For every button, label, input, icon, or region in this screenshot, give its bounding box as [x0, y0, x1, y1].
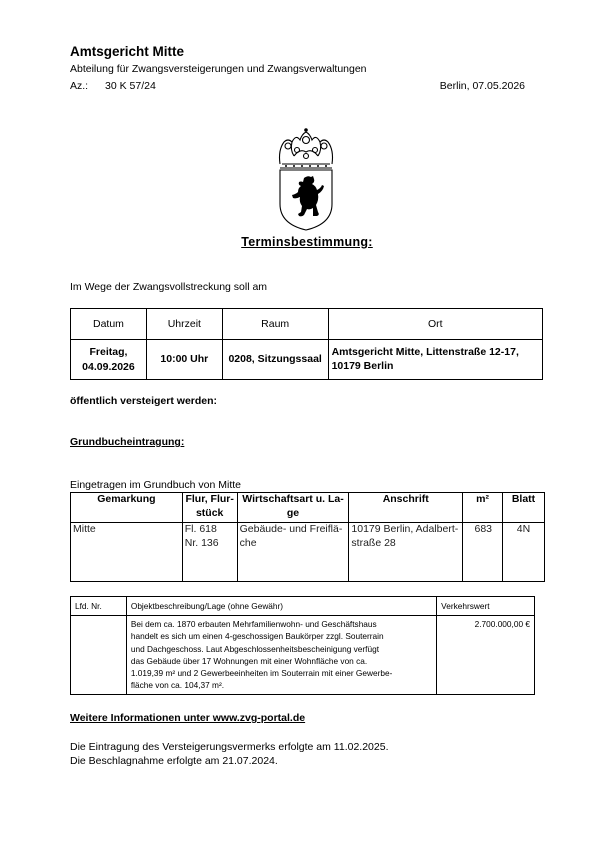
note-versteigerungsvermerk: Die Eintragung des Versteigerungsvermerks erfolgte am 11.02.2025.: [70, 741, 389, 753]
department-name: Abteilung für Zwangsversteigerungen und Zwangsverwaltungen: [70, 63, 367, 75]
header-flur-line2: stück: [195, 506, 224, 519]
note-beschlagnahme: Die Beschlagnahme erfolgte am 21.07.2024.: [70, 755, 278, 767]
header-verkehrswert: Verkehrswert: [437, 597, 535, 616]
cell-anschrift-line2: straße 28: [351, 536, 396, 549]
grundbuch-registered-text: Eingetragen im Grundbuch von Mitte: [70, 479, 242, 491]
header-flur: [182, 493, 237, 523]
cell-wirtschaftsart-line1: Gebäude- und Freiflä-: [239, 523, 343, 535]
description-line: Bei dem ca. 1870 erbauten Mehrfamilienwohn- und Geschäftshaus: [130, 619, 377, 629]
more-info-link[interactable]: Weitere Informationen unter www.zvg-portal.de: [70, 712, 306, 724]
cell-wirtschaftsart-line2: che: [239, 536, 257, 549]
description-line: und Dachgeschoss. Laut Abgeschlossenheitsbescheinigung verfügt: [130, 643, 380, 654]
cell-objektbeschreibung: [126, 616, 436, 695]
object-header-row: [71, 597, 535, 616]
header-flur-line1: Flur, Flur-: [185, 493, 234, 505]
header-datum: Datum: [71, 309, 147, 340]
cell-flur: [182, 523, 237, 582]
cell-gemarkung: Mitte: [71, 523, 183, 582]
header-raum: Raum: [222, 309, 328, 340]
case-reference-label: Az.:: [70, 80, 89, 92]
description-line: fläche von ca. 104,37 m².: [130, 680, 225, 691]
appointment-place: [328, 340, 542, 380]
land-register-header-row: [71, 493, 545, 523]
land-register-row: [71, 523, 545, 582]
appointment-time: 10:00 Uhr: [146, 340, 222, 380]
header-gemarkung: Gemarkung: [71, 493, 183, 523]
reference-line: [70, 80, 525, 92]
appointment-date-value: 04.09.2026: [82, 360, 135, 373]
cell-wirtschaftsart: [237, 523, 349, 582]
header-wirtschaftsart: [237, 493, 349, 523]
court-name: Amtsgericht Mitte: [70, 44, 185, 59]
appointment-room: 0208, Sitzungssaal: [222, 340, 328, 380]
header-lfd-nr: Lfd. Nr.: [71, 597, 127, 616]
auction-statement: öffentlich versteigert werden:: [70, 395, 218, 407]
object-description-table: [70, 596, 535, 695]
object-row: [71, 616, 535, 695]
intro-text: Im Wege der Zwangsvollstreckung soll am: [70, 281, 268, 293]
header-wirtschaftsart-line2: ge: [286, 506, 300, 519]
header-qm: m²: [463, 493, 503, 523]
place-date: Berlin, 07.05.2026: [439, 80, 525, 92]
cell-verkehrswert: 2.700.000,00 €: [437, 616, 535, 695]
description-line: das Gebäude über 17 Wohnungen mit einer Wohnfläche von ca.: [130, 655, 368, 666]
appointment-date: [71, 340, 147, 380]
document-title: Terminsbestimmung:: [241, 235, 373, 249]
land-register-table: [70, 492, 545, 582]
header-ort: Ort: [328, 309, 542, 340]
appointment-place-line2: 10179 Berlin: [331, 360, 394, 373]
description-line: handelt es sich um einen 4-geschossigen Baukörper zzgl. Souterrain: [130, 631, 384, 642]
cell-lfd-nr: [71, 616, 127, 695]
appointment-row: [71, 340, 543, 380]
cell-blatt: 4N: [503, 523, 545, 582]
grundbuch-heading: Grundbucheintragung:: [70, 436, 185, 448]
header-anschrift: Anschrift: [349, 493, 463, 523]
header-uhrzeit: Uhrzeit: [146, 309, 222, 340]
header-blatt: Blatt: [503, 493, 545, 523]
appointment-header-row: [71, 309, 543, 340]
cell-anschrift: [349, 523, 463, 582]
case-reference-number: 30 K 57/24: [105, 80, 156, 92]
header-objektbeschreibung: Objektbeschreibung/Lage (ohne Gewähr): [126, 597, 436, 616]
cell-anschrift-line1: 10179 Berlin, Adalbert-: [351, 523, 459, 535]
cell-qm: 683: [463, 523, 503, 582]
appointment-weekday: Freitag,: [89, 346, 128, 359]
case-reference: [70, 80, 156, 92]
appointment-place-line1: Amtsgericht Mitte, Littenstraße 12-17,: [331, 346, 519, 358]
cell-flur-line1: Fl. 618: [184, 523, 217, 535]
berlin-bear-coat-of-arms-icon: [274, 126, 338, 232]
appointment-table: [70, 308, 543, 380]
header-wirtschaftsart-line1: Wirtschaftsart u. La-: [242, 493, 344, 505]
description-line: 1.019,39 m² und 2 Gewerbeeinheiten im Souterrain mit einer Gewerbe-: [130, 668, 393, 679]
cell-flur-line2: Nr. 136: [184, 536, 219, 549]
